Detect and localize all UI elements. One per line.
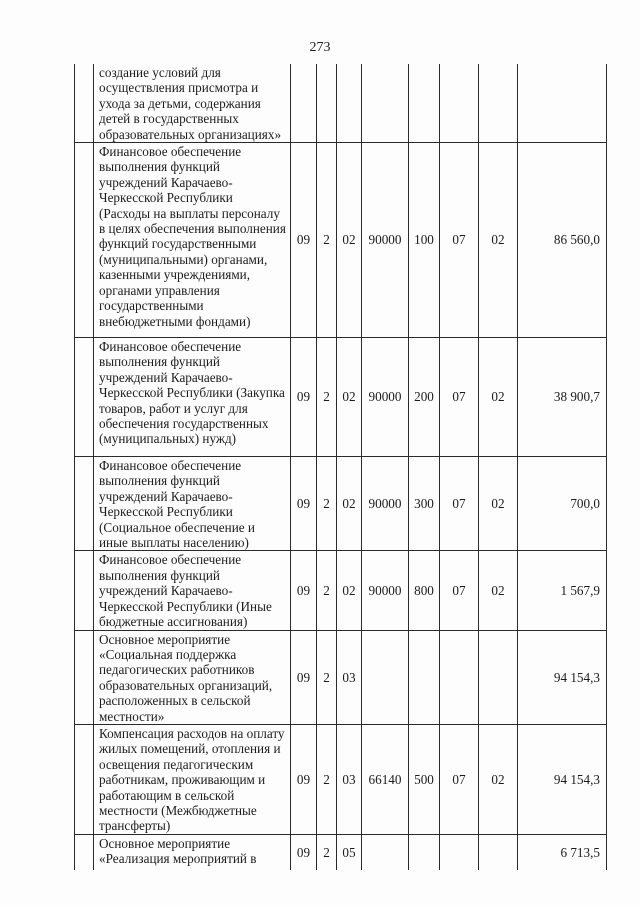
description-cell: Компенсация расходов на оплату жилых помещений, отопления и освещения педагогическим работникам, проживающим и работающим в сельской местности (Межбюджетные трансферты) — [94, 724, 291, 834]
code-cell: 02 — [479, 457, 518, 551]
code-cell: 02 — [479, 551, 518, 630]
amount-cell: 1 567,9 — [518, 551, 607, 630]
code-cell: 66140 — [362, 724, 409, 834]
amount-cell: 94 154,3 — [518, 724, 607, 834]
code-cell: 09 — [291, 551, 317, 630]
code-cell: 2 — [317, 457, 337, 551]
code-cell: 2 — [317, 724, 337, 834]
code-cell: 07 — [440, 143, 479, 338]
code-cell: 07 — [440, 338, 479, 457]
code-cell: 05 — [337, 834, 362, 870]
amount-cell — [518, 64, 607, 143]
amount-cell: 6 713,5 — [518, 834, 607, 870]
code-cell — [362, 630, 409, 724]
row-number-cell — [75, 630, 94, 724]
code-cell: 90000 — [362, 143, 409, 338]
code-cell — [440, 834, 479, 870]
amount-cell: 700,0 — [518, 457, 607, 551]
code-cell — [440, 630, 479, 724]
row-number-cell — [75, 724, 94, 834]
code-cell — [362, 834, 409, 870]
code-cell — [337, 64, 362, 143]
table-row — [75, 834, 607, 870]
table-row — [75, 64, 607, 143]
code-cell — [479, 834, 518, 870]
amount-cell: 86 560,0 — [518, 143, 607, 338]
row-number-cell — [75, 834, 94, 870]
code-cell: 09 — [291, 143, 317, 338]
row-number-cell — [75, 457, 94, 551]
description-cell: создание условий для осуществления присмотра и ухода за детьми, содержания детей в государственных образовательных организациях» — [94, 64, 291, 143]
description-cell: Финансовое обеспечение выполнения функций учреждений Карачаево-Черкесской Республики (Закупка товаров, работ и услуг для обеспечения государственных (муниципальных) нужд) — [94, 338, 291, 457]
code-cell: 90000 — [362, 551, 409, 630]
code-cell — [362, 64, 409, 143]
code-cell: 2 — [317, 834, 337, 870]
description-cell: Финансовое обеспечение выполнения функций учреждений Карачаево-Черкесской Республики (Иные бюджетные ассигнования) — [94, 551, 291, 630]
code-cell: 07 — [440, 551, 479, 630]
code-cell: 02 — [337, 143, 362, 338]
code-cell — [409, 834, 440, 870]
code-cell — [479, 630, 518, 724]
code-cell: 09 — [291, 630, 317, 724]
code-cell — [291, 64, 317, 143]
code-cell: 09 — [291, 724, 317, 834]
code-cell: 09 — [291, 457, 317, 551]
code-cell: 2 — [317, 630, 337, 724]
code-cell: 09 — [291, 338, 317, 457]
code-cell: 07 — [440, 724, 479, 834]
budget-table — [74, 64, 607, 870]
code-cell: 500 — [409, 724, 440, 834]
code-cell: 02 — [479, 338, 518, 457]
code-cell — [317, 64, 337, 143]
code-cell: 800 — [409, 551, 440, 630]
code-cell — [479, 64, 518, 143]
code-cell: 02 — [337, 551, 362, 630]
code-cell: 90000 — [362, 457, 409, 551]
table-row — [75, 338, 607, 457]
code-cell: 2 — [317, 143, 337, 338]
row-number-cell — [75, 551, 94, 630]
code-cell: 03 — [337, 724, 362, 834]
table-row — [75, 457, 607, 551]
code-cell: 300 — [409, 457, 440, 551]
row-number-cell — [75, 143, 94, 338]
code-cell: 02 — [479, 143, 518, 338]
table-row — [75, 630, 607, 724]
description-cell: Основное мероприятие «Социальная поддержка педагогических работников образовательных организаций, расположенных в сельской местности» — [94, 630, 291, 724]
code-cell: 02 — [479, 724, 518, 834]
row-number-cell — [75, 64, 94, 143]
code-cell: 09 — [291, 834, 317, 870]
table-row — [75, 551, 607, 630]
table-row — [75, 143, 607, 338]
code-cell: 07 — [440, 457, 479, 551]
row-number-cell — [75, 338, 94, 457]
description-cell: Финансовое обеспечение выполнения функций учреждений Карачаево-Черкесской Республики (Социальное обеспечение и иные выплаты населению) — [94, 457, 291, 551]
code-cell: 02 — [337, 338, 362, 457]
code-cell — [440, 64, 479, 143]
table-row — [75, 724, 607, 834]
code-cell: 2 — [317, 551, 337, 630]
code-cell — [409, 630, 440, 724]
code-cell: 100 — [409, 143, 440, 338]
code-cell: 03 — [337, 630, 362, 724]
code-cell: 200 — [409, 338, 440, 457]
description-cell: Финансовое обеспечение выполнения функций учреждений Карачаево-Черкесской Республики (Расходы на выплаты персоналу в целях обеспечения выполнения функций государственными (муниципальными) органами, казенными учреждениями, органами управления государственными внебюджетными фондами) — [94, 143, 291, 338]
code-cell: 2 — [317, 338, 337, 457]
page-number: 273 — [309, 40, 331, 55]
amount-cell: 38 900,7 — [518, 338, 607, 457]
amount-cell: 94 154,3 — [518, 630, 607, 724]
code-cell — [409, 64, 440, 143]
code-cell: 90000 — [362, 338, 409, 457]
description-cell: Основное мероприятие «Реализация мероприятий в — [94, 834, 291, 870]
code-cell: 02 — [337, 457, 362, 551]
